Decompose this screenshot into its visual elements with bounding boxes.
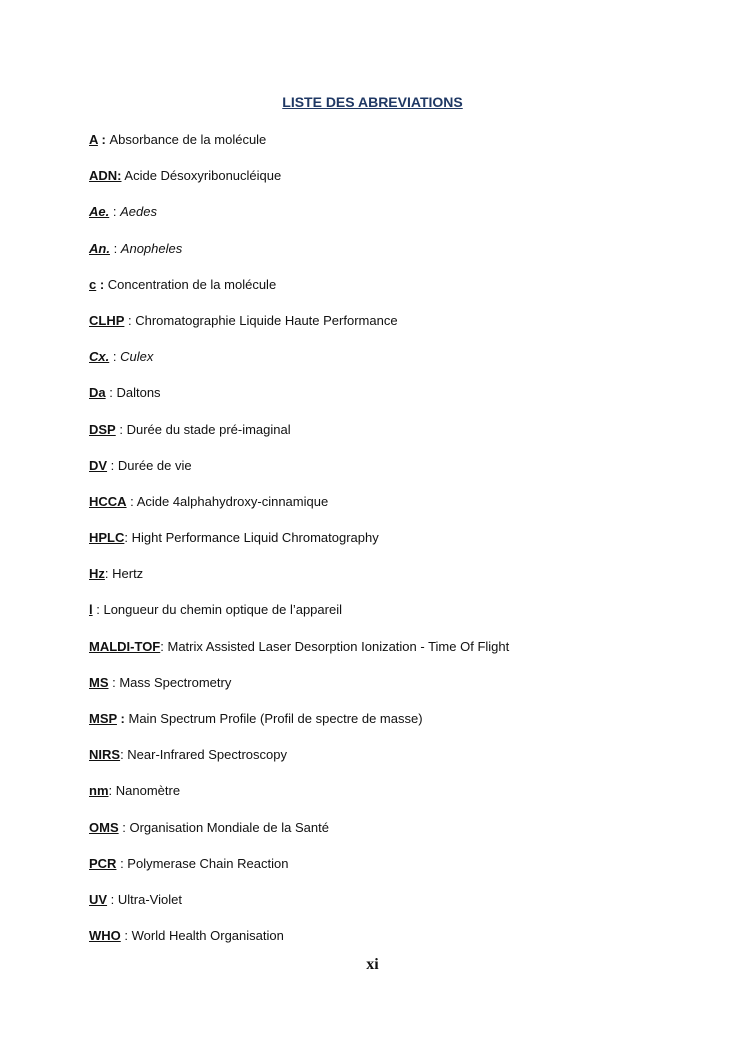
page-number: xi bbox=[366, 956, 379, 973]
abbr-separator: : bbox=[116, 855, 128, 871]
list-item bbox=[89, 131, 709, 167]
abbr-definition: Polymerase Chain Reaction bbox=[127, 855, 289, 871]
abbr-term: HCCA bbox=[89, 493, 127, 509]
abbr-definition: Near-Infrared Spectroscopy bbox=[127, 747, 287, 763]
list-item bbox=[89, 240, 709, 276]
list-item bbox=[89, 384, 709, 420]
abbr-term: WHO bbox=[89, 928, 121, 944]
list-item bbox=[89, 276, 709, 312]
abbr-definition: Matrix Assisted Laser Desorption Ionization - Time Of Flight bbox=[167, 638, 510, 654]
list-item bbox=[89, 348, 709, 384]
list-item bbox=[89, 312, 709, 348]
abbr-term: Cx. bbox=[89, 349, 110, 365]
abbr-separator: : bbox=[120, 928, 132, 944]
abbr-separator: : bbox=[107, 891, 118, 907]
abbr-separator: : bbox=[108, 674, 120, 690]
list-item bbox=[89, 457, 709, 493]
abbr-definition: Anopheles bbox=[120, 240, 183, 256]
abbr-definition: Longueur du chemin optique de l’appareil bbox=[103, 602, 342, 618]
abbr-definition: Hight Performance Liquid Chromatography bbox=[131, 530, 379, 546]
abbr-term: MALDI-TOF bbox=[89, 638, 161, 654]
abbr-definition: Acide 4alphahydroxy-cinnamique bbox=[136, 493, 329, 509]
list-item bbox=[89, 529, 709, 565]
abbr-separator: : bbox=[120, 747, 128, 763]
abbr-term: Da bbox=[89, 385, 106, 401]
list-item bbox=[89, 565, 709, 601]
abbr-term: OMS bbox=[89, 819, 119, 835]
list-item bbox=[89, 493, 709, 529]
abbr-separator: : bbox=[105, 385, 117, 401]
abbr-separator: : bbox=[124, 312, 136, 328]
abbr-separator: : bbox=[124, 530, 132, 546]
abbr-separator: : bbox=[115, 421, 127, 437]
abbr-separator: : bbox=[160, 638, 168, 654]
abbr-term: UV bbox=[89, 891, 108, 907]
abbr-definition: Daltons bbox=[116, 385, 161, 401]
abbr-term: l bbox=[89, 602, 93, 618]
abbr-definition: Nanomètre bbox=[115, 783, 181, 799]
list-item bbox=[89, 601, 709, 637]
abbr-definition: Durée de vie bbox=[117, 457, 192, 473]
abbr-term: Ae. bbox=[89, 204, 110, 220]
abbr-separator: : bbox=[104, 566, 113, 582]
abbr-definition: Culex bbox=[120, 349, 154, 365]
abbr-definition: Hertz bbox=[112, 566, 144, 582]
list-item bbox=[89, 782, 709, 818]
abbr-definition: Organisation Mondiale de la Santé bbox=[129, 819, 329, 835]
abbr-definition: Ultra-Violet bbox=[117, 891, 182, 907]
abbr-separator: : bbox=[109, 240, 121, 256]
abbr-separator: : bbox=[109, 349, 121, 365]
abbr-term: A bbox=[89, 132, 98, 147]
abbr-term: NIRS bbox=[89, 747, 121, 763]
abbr-separator: : bbox=[109, 204, 121, 220]
list-item bbox=[89, 819, 709, 855]
abbr-term: MS bbox=[89, 674, 109, 690]
abbr-definition: World Health Organisation bbox=[131, 928, 284, 944]
abbr-term: DV bbox=[89, 457, 108, 473]
abbr-separator: : bbox=[96, 276, 108, 292]
abbr-term: ADN: bbox=[89, 168, 122, 184]
list-item bbox=[89, 638, 709, 674]
abbr-definition: Absorbance de la molécule bbox=[109, 132, 267, 147]
page-title-text: LISTE DES ABREVIATIONS bbox=[282, 94, 463, 110]
abbr-term: nm bbox=[89, 783, 109, 799]
abbr-term: PCR bbox=[89, 855, 117, 871]
list-item bbox=[89, 203, 709, 239]
abbr-term: c bbox=[89, 276, 97, 292]
abbr-definition: Mass Spectrometry bbox=[119, 674, 232, 690]
page-title bbox=[0, 93, 745, 111]
abbr-separator: : bbox=[108, 783, 116, 799]
abbr-term: MSP bbox=[89, 711, 117, 726]
abbr-separator: : bbox=[92, 602, 104, 618]
abbr-definition: Main Spectrum Profile (Profil de spectre de masse) bbox=[128, 711, 423, 726]
abbr-term: DSP bbox=[89, 421, 116, 437]
abbr-term: CLHP bbox=[89, 312, 125, 328]
list-item bbox=[89, 674, 709, 710]
abbr-definition: Durée du stade pré-imaginal bbox=[126, 421, 291, 437]
list-item bbox=[89, 746, 709, 782]
abbr-definition: Acide Désoxyribonucléique bbox=[124, 168, 282, 184]
abbr-term: An. bbox=[89, 240, 110, 256]
abbr-separator: : bbox=[107, 457, 118, 473]
list-item bbox=[89, 710, 709, 746]
abbr-separator: : bbox=[116, 711, 129, 726]
abbr-separator: : bbox=[97, 132, 110, 147]
list-item bbox=[89, 855, 709, 891]
abbr-definition: Chromatographie Liquide Haute Performance bbox=[135, 312, 398, 328]
abbr-separator: : bbox=[126, 493, 137, 509]
list-item bbox=[89, 421, 709, 457]
abbreviation-list bbox=[89, 131, 709, 963]
list-item bbox=[89, 891, 709, 927]
abbr-separator: : bbox=[118, 819, 130, 835]
abbr-definition: Concentration de la molécule bbox=[107, 276, 277, 292]
abbr-definition: Aedes bbox=[120, 204, 157, 220]
abbr-term: Hz bbox=[89, 566, 105, 582]
list-item bbox=[89, 167, 709, 203]
abbr-term: HPLC bbox=[89, 530, 125, 546]
